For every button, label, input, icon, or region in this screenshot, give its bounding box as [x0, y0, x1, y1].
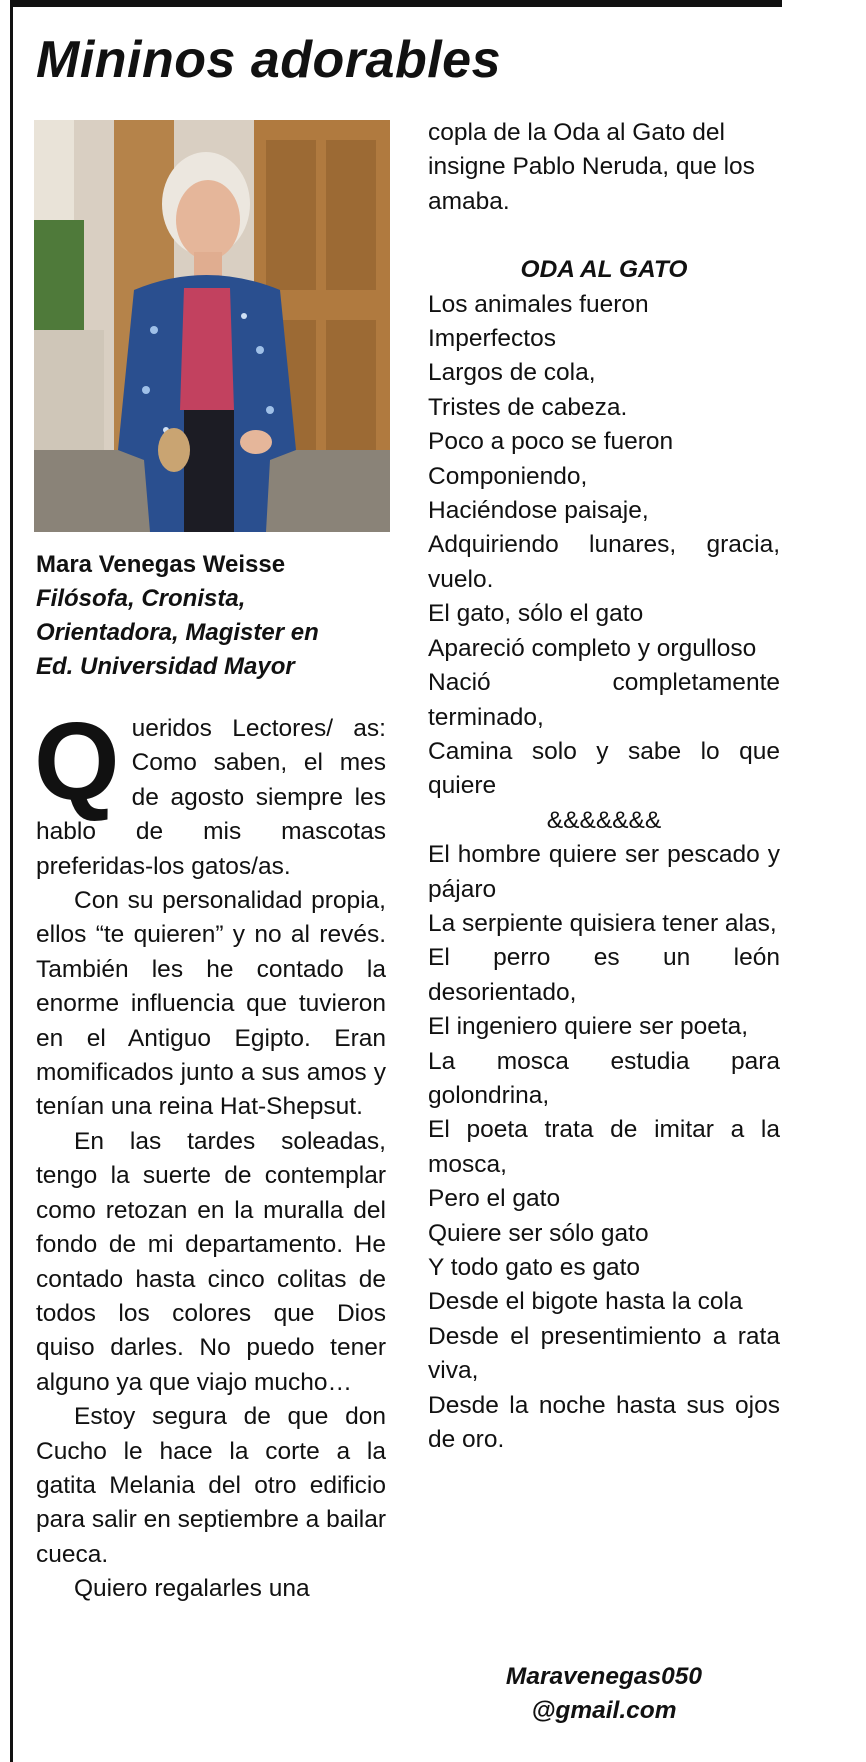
poem-line: Haciéndose paisaje, [428, 497, 649, 525]
left-text-column [34, 700, 386, 1607]
poem-line: El ingeniero quiere ser poeta, [428, 1013, 749, 1041]
poem-line: Desde el presentimiento a rata viva, [428, 1322, 780, 1385]
poem-line: Camina solo y sabe lo que quiere [428, 737, 780, 800]
author-title-line: Orientadora, Magister en [36, 619, 319, 646]
poem-stanza-2 [428, 838, 780, 1457]
poem-stanza-1 [428, 288, 780, 804]
poem-line: Imperfectos [428, 325, 556, 353]
poem-line: Quiere ser sólo gato [428, 1219, 649, 1247]
body-paragraph: Con su personalidad propia, ellos “te quieren” y no al revés. También les he contado la enorme influencia que tuvieron en el Antiguo Egipto. Eran momificados junto a sus amos y tenían una reina Hat-Shepsut. [36, 887, 386, 1121]
poem-line: Los animales fueron [428, 290, 649, 318]
poem-line: Tristes de cabeza. [428, 393, 628, 421]
body-paragraph: Quiero regalarles una [74, 1575, 310, 1603]
poem-line: El perro es un león desorientado, [428, 944, 780, 1006]
poem-title: ODA AL GATO [520, 256, 688, 284]
author-name: Mara Venegas Weisse [36, 551, 286, 578]
article-headline: Mininos adorables [36, 31, 502, 89]
paragraph-text: ueridos Lectores/ as: Como saben, el mes de agosto siempre les hablo de mis mascotas preferidas-los gatos/as. [36, 715, 386, 880]
author-title-line: Ed. Universidad Mayor [36, 653, 295, 680]
poem-line: Desde el bigote hasta la cola [428, 1288, 743, 1316]
signature-line: Maravenegas050 [505, 1663, 703, 1690]
body-paragraph: En las tardes soleadas, tengo la suerte de contemplar como retozan en la muralla del fondo de mi departamento. He contado hasta cinco colitas de todos los colores que Dios quiso darles. No puedo tener alguno ya que viajo mucho… [36, 1127, 386, 1396]
left-rule [10, 0, 13, 1762]
author-title-line: Filósofa, Cronista, [36, 585, 246, 612]
drop-cap: Q [34, 700, 120, 823]
poem-line: Adquiriendo lunares, gracia, vuelo. [428, 531, 780, 593]
poem-line: El poeta trata de imitar a la mosca, [428, 1116, 780, 1178]
top-rule [10, 0, 782, 7]
poem-line: La mosca estudia para golondrina, [428, 1047, 780, 1109]
right-text-column [428, 116, 780, 1457]
poem-line: Componiendo, [428, 462, 588, 490]
poem-line: Pero el gato [428, 1185, 561, 1213]
poem-line: El gato, sólo el gato [428, 600, 644, 628]
poem-line: La serpiente quisiera tener alas, [428, 909, 777, 937]
author-photo [34, 120, 390, 532]
body-paragraph: copla de la Oda al Gato del insigne Pablo Neruda, que los amaba. [428, 119, 755, 215]
poem-line: Apareció completo y orgulloso [428, 634, 757, 662]
body-paragraph: Estoy segura de que don Cucho le hace la corte a la gatita Melania del otro edificio para salir en septiembre a bailar cueca. [36, 1403, 386, 1568]
signature [428, 1660, 780, 1729]
poem-line: Desde la noche hasta sus ojos de oro. [428, 1391, 780, 1454]
body-paragraph [34, 700, 386, 884]
poem-separator: &&&&&&& [546, 806, 662, 834]
author-portrait-icon [34, 120, 390, 532]
poem-line: Nació completamente terminado, [428, 669, 780, 731]
signature-line: @gmail.com [531, 1697, 677, 1725]
author-caption [36, 548, 396, 684]
poem-line: Largos de cola, [428, 359, 596, 387]
poem-line: Y todo gato es gato [428, 1254, 641, 1281]
poem-line: Poco a poco se fueron [428, 428, 674, 456]
poem-line: El hombre quiere ser pescado y pájaro [428, 841, 780, 903]
